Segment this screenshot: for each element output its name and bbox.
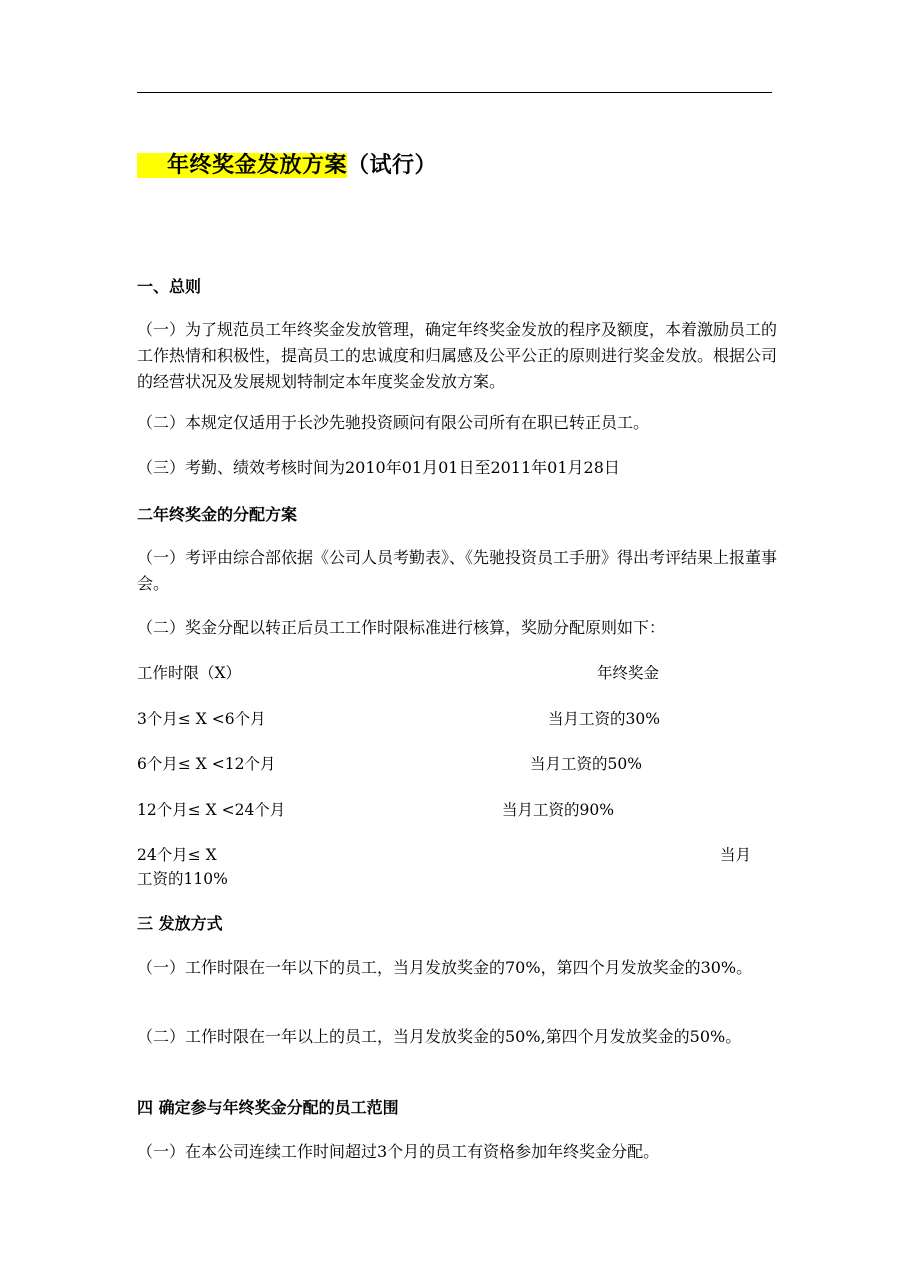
section-1-para-3: （三）考勤、绩效考核时间为2010年01月01日至2011年01月28日	[137, 458, 620, 477]
table-row-period: 12个月≤ X <24个月	[137, 801, 286, 819]
section-2-heading: 二年终奖金的分配方案	[137, 505, 298, 524]
table-row-bonus: 当月工资的50%	[530, 755, 642, 773]
document-title	[137, 148, 437, 179]
section-2-para-1: （一）考评由综合部依据《公司人员考勤表》、《先驰投资员工手册》得出考评结果上报董事会。	[137, 548, 778, 593]
section-1-para-2: （二）本规定仅适用于长沙先驰投资顾问有限公司所有在职已转正员工。	[137, 413, 650, 432]
section-1-heading: 一、总则	[137, 277, 202, 296]
table-row-period: 6个月≤ X <12个月	[137, 755, 276, 773]
table-row-bonus: 当月工资的90%	[502, 801, 614, 819]
table-row-bonus: 当月工资的30%	[548, 710, 660, 728]
section-3-para-2: （二）工作时限在一年以上的员工，当月发放奖金的50%,第四个月发放奖金的50%。	[137, 1027, 742, 1046]
header-rule	[137, 92, 772, 93]
table-row-period: 24个月≤ X	[137, 846, 217, 864]
title-highlight: 年终奖金发放方案	[137, 153, 347, 178]
section-1-para-1: （一）为了规范员工年终奖金发放管理，确定年终奖金发放的程序及额度，本着激励员工的工作热情和积极性，提高员工的忠诚度和归属感及公平公正的原则进行奖金发放。根据公司的经营状况及发展规划特制定本年度奖金发放方案。	[137, 320, 778, 391]
table-header-bonus: 年终奖金	[597, 664, 660, 682]
table-row-period: 3个月≤ X <6个月	[137, 710, 266, 728]
section-2-para-2: （二）奖金分配以转正后员工工作时限标准进行核算，奖励分配原则如下：	[137, 618, 666, 637]
table-row-bonus: 当月	[720, 846, 752, 864]
title-suffix: （试行）	[347, 153, 438, 178]
section-4-heading: 四 确定参与年终奖金分配的员工范围	[137, 1098, 399, 1117]
section-4-para-1: （一）在本公司连续工作时间超过3个月的员工有资格参加年终奖金分配。	[137, 1142, 660, 1161]
table-header-period: 工作时限（X）	[137, 664, 242, 682]
section-3-heading: 三 发放方式	[137, 914, 223, 933]
section-3-para-1: （一）工作时限在一年以下的员工，当月发放奖金的70%，第四个月发放奖金的30%。	[137, 958, 753, 977]
table-row-bonus-cont: 工资的110%	[137, 870, 228, 888]
